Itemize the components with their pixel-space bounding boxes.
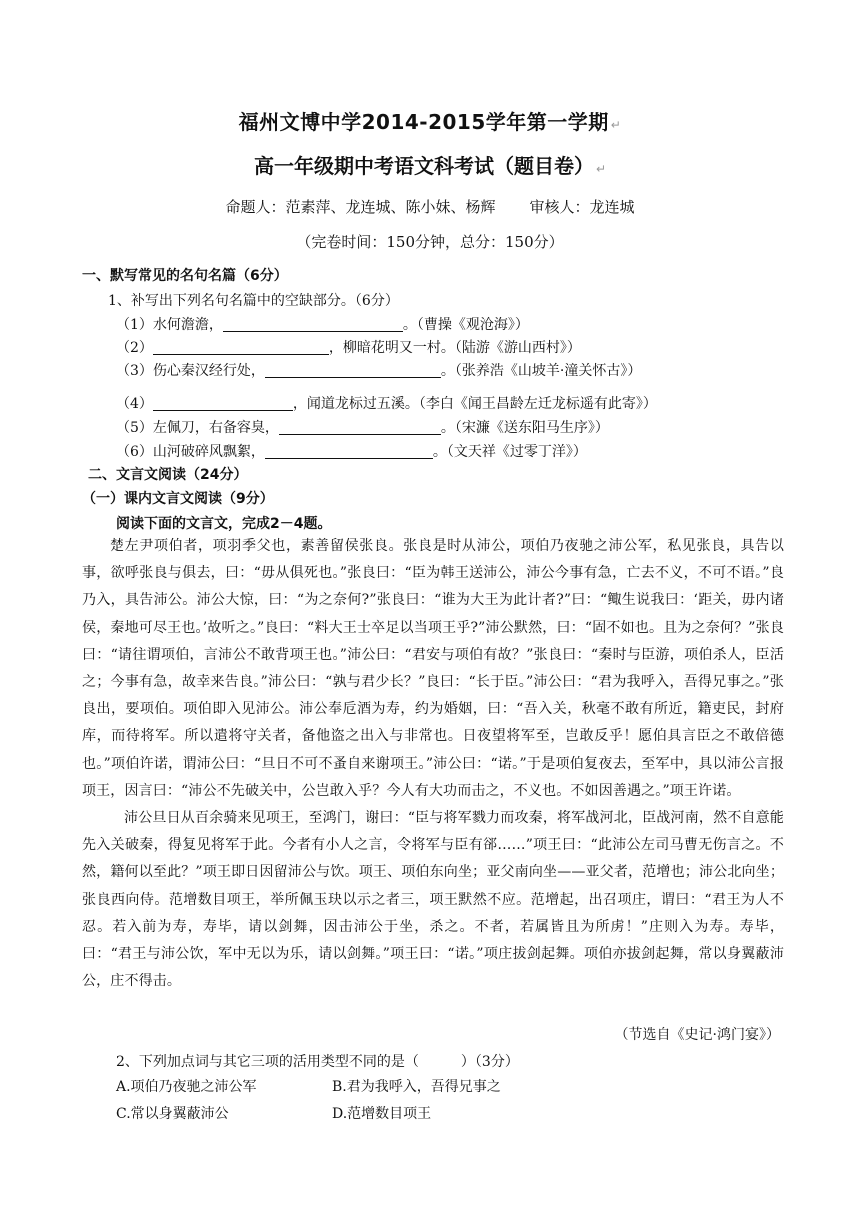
exam-title-school bbox=[0, 106, 860, 135]
fill-item-prefix: （5）左佩刀，右备容臭， bbox=[116, 420, 279, 436]
exam-time-info: （完卷时间：150分钟，总分：150分） bbox=[296, 233, 564, 251]
fill-item-4 bbox=[116, 393, 657, 413]
fill-item-2 bbox=[116, 337, 581, 357]
fill-item-prefix: （1）水何澹澹， bbox=[116, 317, 223, 333]
section1-heading: 一、默写常见的名句名篇（6分） bbox=[82, 268, 288, 284]
option-a[interactable]: A.项伯乃夜驰之沛公军 bbox=[116, 1079, 257, 1095]
title-line2-text: 高一年级期中考语文科考试（题目卷） bbox=[253, 154, 594, 178]
option-c[interactable]: C.常以身翼蔽沛公 bbox=[116, 1106, 229, 1122]
fill-item-5 bbox=[116, 417, 609, 437]
passage-source: （节选自《史记·鸿门宴》） bbox=[614, 1027, 780, 1043]
fill-item-suffix: 。（文天祥《过零丁洋》） bbox=[432, 444, 587, 460]
fill-item-suffix: 。（张养浩《山坡羊·潼关怀古》） bbox=[440, 363, 642, 379]
classical-passage bbox=[82, 533, 784, 995]
answer-blank[interactable] bbox=[153, 396, 293, 411]
authors-text: 命题人：范素萍、龙连城、陈小妹、杨辉 bbox=[225, 198, 496, 216]
paragraph-mark-icon: ↵ bbox=[610, 118, 622, 132]
exam-authors bbox=[0, 196, 860, 217]
passage-paragraph-2: 沛公旦日从百余骑来见项王，至鸿门，谢曰：“臣与将军戮力而攻秦，将军战河北，臣战河南，然不自意能先入关破秦，得复见将军于此。今者有小人之言，令将军与臣有郤……”项王曰：“此沛公左司马曹无伤言之。不然，籍何以至此？”项王即日因留沛公与饮。项王、项伯东向坐；亚父南向坐——亚父者，范增也；沛公北向坐；张良西向侍。范增数目项王，举所佩玉玦以示之者三，项王默然不应。范增起，出召项庄，谓曰：“君王为人不忍。若入前为寿，寿毕，请以剑舞，因击沛公于坐，杀之。不者，若属皆且为所虏！”庄则入为寿。寿毕，曰：“君王与沛公饮，军中无以为乐，请以剑舞。”项王曰：“诺。”项庄拔剑起舞。项伯亦拔剑起舞，常以身翼蔽沛公，庄不得击。 bbox=[82, 810, 784, 990]
section2-sub-heading: （一）课内文言文阅读（9分） bbox=[82, 491, 274, 507]
fill-item-prefix: （6）山河破碎风飘絮， bbox=[116, 444, 265, 460]
fill-item-prefix: （2） bbox=[116, 340, 153, 356]
fill-item-suffix: ，柳暗花明又一村。（陆游《游山西村》） bbox=[328, 340, 581, 356]
option-b[interactable]: B.君为我呼入，吾得兄事之 bbox=[332, 1079, 501, 1095]
fill-item-1 bbox=[116, 314, 529, 334]
fill-item-3 bbox=[116, 360, 641, 380]
paragraph-mark-icon: ↵ bbox=[595, 162, 607, 176]
answer-blank[interactable] bbox=[153, 340, 329, 355]
fill-item-6 bbox=[116, 441, 587, 461]
exam-title-subject bbox=[0, 150, 860, 179]
answer-blank[interactable] bbox=[265, 444, 433, 459]
fill-item-suffix: 。（宋濂《送东阳马生序》） bbox=[440, 420, 609, 436]
fill-item-prefix: （4） bbox=[116, 396, 153, 412]
answer-blank[interactable] bbox=[265, 363, 441, 378]
passage-paragraph-1: 楚左尹项伯者，项羽季父也，素善留侯张良。张良是时从沛公，项伯乃夜驰之沛公军，私见张良，具告以事，欲呼张良与俱去，曰：“毋从俱死也。”张良曰：“臣为韩王送沛公，沛公今事有急，亡去不义，不可不语。”良乃入，具告沛公。沛公大惊，曰：“为之奈何?”张良曰：“谁为大王为此计者?”曰：“鲰生说我曰：‘距关，毋内诸侯，秦地可尽王也。’故听之。”良曰：“料大王士卒足以当项王乎?”沛公默然，曰：“固不如也。且为之奈何？”张良曰：“请往谓项伯，言沛公不敢背项王也。”沛公曰：“君安与项伯有故？”张良曰：“秦时与臣游，项伯杀人，臣活之；今事有急，故幸来告良。”沛公曰：“孰与君少长？”良曰：“长于臣。”沛公曰：“君为我呼入，吾得兄事之。”张良出，要项伯。项伯即入见沛公。沛公奉卮酒为寿，约为婚姻，曰：“吾入关，秋毫不敢有所近，籍吏民，封府库，而待将军。所以遣将守关者，备他盗之出入与非常也。日夜望将军至，岂敢反乎！愿伯具言臣之不敢倍德也。”项伯许诺，谓沛公曰：“旦日不可不蚤自来谢项王。”沛公曰：“诺。”于是项伯复夜去，至军中，具以沛公言报项王，因言曰：“沛公不先破关中，公岂敢入乎？今人有大功而击之，不义也。不如因善遇之。”项王许诺。 bbox=[82, 538, 784, 799]
fill-item-suffix: 。（曹操《观沧海》） bbox=[402, 317, 529, 333]
fill-item-suffix: ，闻道龙标过五溪。（李白《闻王昌龄左迁龙标遥有此寄》） bbox=[292, 396, 657, 412]
option-d[interactable]: D.范增数目项王 bbox=[332, 1106, 432, 1122]
answer-blank[interactable] bbox=[279, 420, 441, 435]
reviewer-text: 审核人：龙连城 bbox=[529, 198, 635, 216]
question1-text: 1、补写出下列名句名篇中的空缺部分。（6分） bbox=[108, 293, 399, 309]
title-line1-text: 福州文博中学2014-2015学年第一学期 bbox=[238, 110, 609, 134]
reading-instruction: 阅读下面的文言文，完成2－4题。 bbox=[116, 516, 332, 532]
answer-blank[interactable] bbox=[223, 317, 403, 332]
fill-item-prefix: （3）伤心秦汉经行处， bbox=[116, 363, 265, 379]
section2-heading: 二、文言文阅读（24分） bbox=[88, 467, 248, 483]
question2-text: 2、下列加点词与其它三项的活用类型不同的是（ ）（3分） bbox=[116, 1054, 519, 1070]
